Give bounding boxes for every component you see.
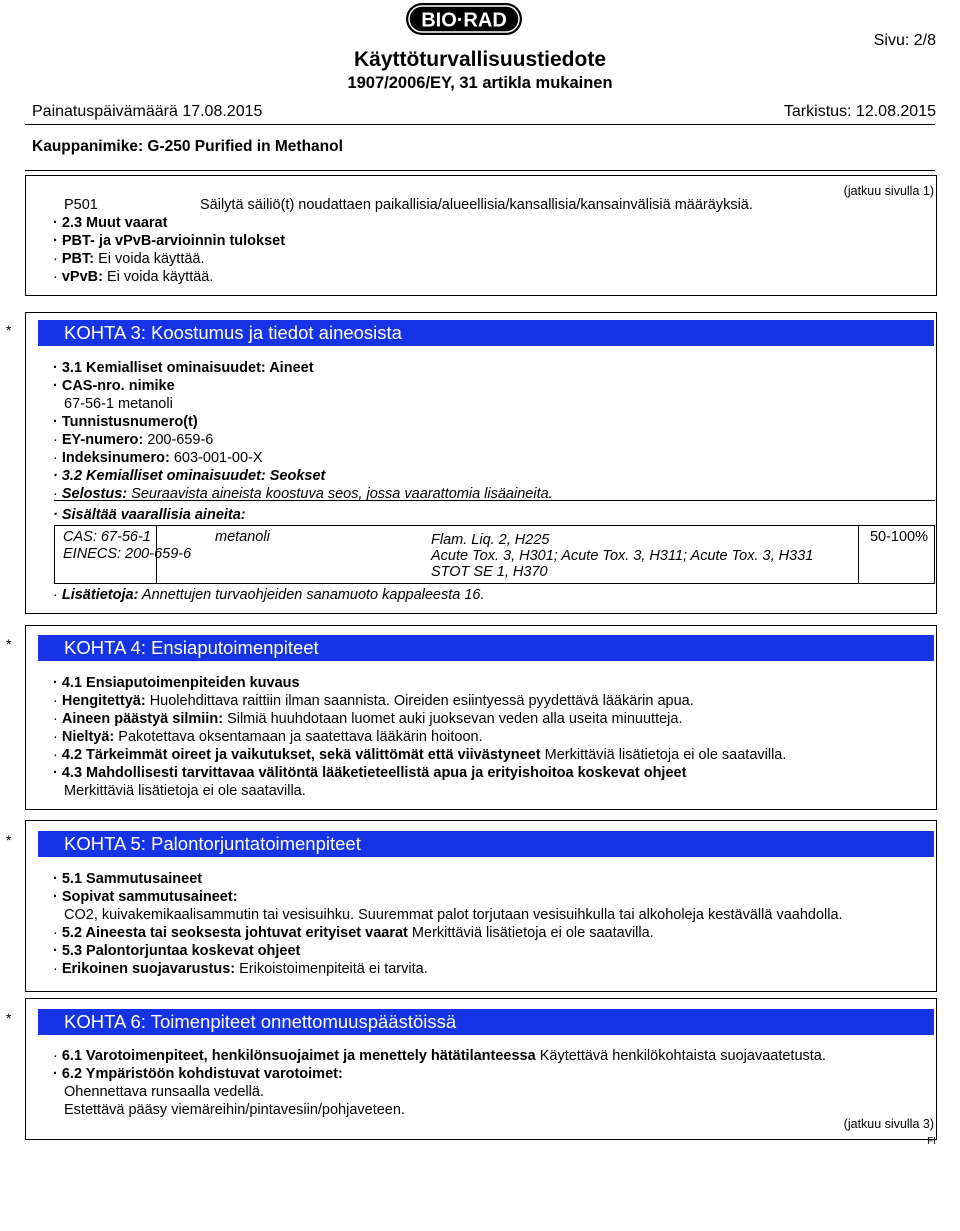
component-concentration: 50-100% — [869, 529, 928, 545]
ident-label: · Tunnistusnumero(t) — [53, 414, 198, 430]
extra-info-line: · Lisätietoja: Annettujen turvaohjeiden sanamuoto kappaleesta 16. — [53, 587, 485, 603]
s32-heading: · 3.2 Kemialliset ominaisuudet: Seokset — [53, 468, 326, 484]
p501-code: P501 — [64, 197, 98, 213]
s62-line-1: Ohennettava runsaalla vedellä. — [64, 1084, 264, 1100]
table-col-divider-1 — [156, 525, 157, 584]
section3-heading: KOHTA 3: Koostumus ja tiedot aineosista — [38, 320, 934, 346]
s62-line-2: Estettävä pääsy viemäreihin/pintavesiin/pohjaveteen. — [64, 1102, 405, 1118]
p501-text: Säilytä säiliö(t) noudattaen paikallisia/alueellisia/kansallisia/kansainvälisiä määräyksiä. — [200, 197, 753, 213]
product-divider — [25, 170, 935, 171]
component-cas: CAS: 67-56-1 — [63, 529, 151, 545]
pbt-assessment-heading: · PBT- ja vPvB-arvioinnin tulokset — [53, 233, 286, 249]
s41-heading: · 4.1 Ensiaputoimenpiteiden kuvaus — [53, 675, 300, 691]
s51-heading: · 5.1 Sammutusaineet — [53, 871, 203, 887]
other-hazards-heading: · 2.3 Muut vaarat — [53, 215, 168, 231]
component-class-3: STOT SE 1, H370 — [431, 564, 548, 580]
cas-value: 67-56-1 metanoli — [64, 396, 173, 412]
continued-to: (jatkuu sivulla 3) — [843, 1117, 934, 1131]
description-line: · Selostus: Seuraavista aineista koostuva seos, jossa vaarattomia lisäaineita. — [53, 486, 553, 502]
revision-date: Tarkistus: 12.08.2015 — [783, 103, 936, 120]
vpvb-line: · vPvB: Ei voida käyttää. — [53, 269, 214, 285]
component-class-1: Flam. Liq. 2, H225 — [431, 532, 550, 548]
section4-change-marker: * — [6, 636, 12, 652]
document-title: Käyttöturvallisuustiedote — [353, 48, 607, 71]
s52-line: · 5.2 Aineesta tai seoksesta johtuvat erityiset vaarat Merkittäviä lisätietoja ei ole saatavilla. — [53, 925, 654, 941]
suitable-media-value: CO2, kuivakemikaalisammutin tai vesisuihku. Suuremmat palot torjutaan vesisuihkulla tai alkoholeja kestävällä vaahdolla. — [64, 907, 843, 923]
table-col-divider-2 — [858, 525, 859, 584]
component-class-2: Acute Tox. 3, H301; Acute Tox. 3, H311; Acute Tox. 3, H331 — [431, 548, 814, 564]
page-number: Sivu: 2/8 — [873, 32, 936, 49]
section3-change-marker: * — [6, 322, 12, 338]
suitable-media-label: · Sopivat sammutusaineet: — [53, 889, 238, 905]
svg-text:BIO·RAD: BIO·RAD — [421, 9, 507, 32]
special-ppe-line: · Erikoinen suojavarustus: Erikoistoimenpiteitä ei tarvita. — [53, 961, 428, 977]
section6-change-marker: * — [6, 1010, 12, 1026]
s43-heading: · 4.3 Mahdollisesti tarvittavaa välitöntä lääketieteellistä apua ja erityishoitoa koskevat ohjeet — [53, 765, 687, 781]
hazardous-label: · Sisältää vaarallisia aineita: — [53, 507, 246, 523]
language-code: FI — [927, 1136, 936, 1147]
s31-heading: · 3.1 Kemialliset ominaisuudet: Aineet — [53, 360, 314, 376]
document-subtitle: 1907/2006/EY, 31 artikla mukainen — [347, 74, 613, 92]
component-einecs: EINECS: 200-659-6 — [63, 546, 192, 562]
s53-heading: · 5.3 Palontorjuntaa koskevat ohjeet — [53, 943, 301, 959]
ec-number-line: · EY-numero: 200-659-6 — [53, 432, 214, 448]
ingestion-line: · Nieltyä: Pakotettava oksentamaan ja saatettava lääkärin hoitoon. — [53, 729, 483, 745]
s42-line: · 4.2 Tärkeimmät oireet ja vaikutukset, sekä välittömät että viivästyneet Merkittäviä lisätietoja ei ole saatavilla. — [53, 747, 787, 763]
product-name: Kauppanimike: G-250 Purified in Methanol — [32, 138, 343, 155]
eye-contact-line: · Aineen päästyä silmiin: Silmiä huuhdotaan luomet auki juoksevan veden alla useita minuutteja. — [53, 711, 683, 727]
inhalation-line: · Hengitettyä: Huolehdittava raittiin ilman saannista. Oireiden esiintyessä pyydettävä lääkärin apua. — [53, 693, 694, 709]
s62-heading: · 6.2 Ympäristöön kohdistuvat varotoimet: — [53, 1066, 343, 1082]
section5-change-marker: * — [6, 832, 12, 848]
component-table-row — [54, 525, 935, 584]
s61-line: · 6.1 Varotoimenpiteet, henkilönsuojaimet ja menettely hätätilanteessa Käytettävä henkilökohtaista suojavaatetusta. — [53, 1048, 826, 1064]
section6-heading: KOHTA 6: Toimenpiteet onnettomuuspäästöissä — [38, 1009, 934, 1035]
s43-value: Merkittäviä lisätietoja ei ole saatavilla. — [64, 783, 306, 799]
section5-heading: KOHTA 5: Palontorjuntatoimenpiteet — [38, 831, 934, 857]
component-name: metanoli — [215, 529, 270, 545]
continued-from: (jatkuu sivulla 1) — [843, 184, 934, 198]
header-divider — [25, 124, 935, 125]
hazardous-top-rule — [54, 500, 935, 501]
cas-label: · CAS-nro. nimike — [53, 378, 175, 394]
print-date: Painatuspäivämäärä 17.08.2015 — [32, 103, 263, 120]
pbt-line: · PBT: Ei voida käyttää. — [53, 251, 205, 267]
index-number-line: · Indeksinumero: 603-001-00-X — [53, 450, 263, 466]
bio-rad-logo — [405, 2, 523, 36]
section4-heading: KOHTA 4: Ensiaputoimenpiteet — [38, 635, 934, 661]
